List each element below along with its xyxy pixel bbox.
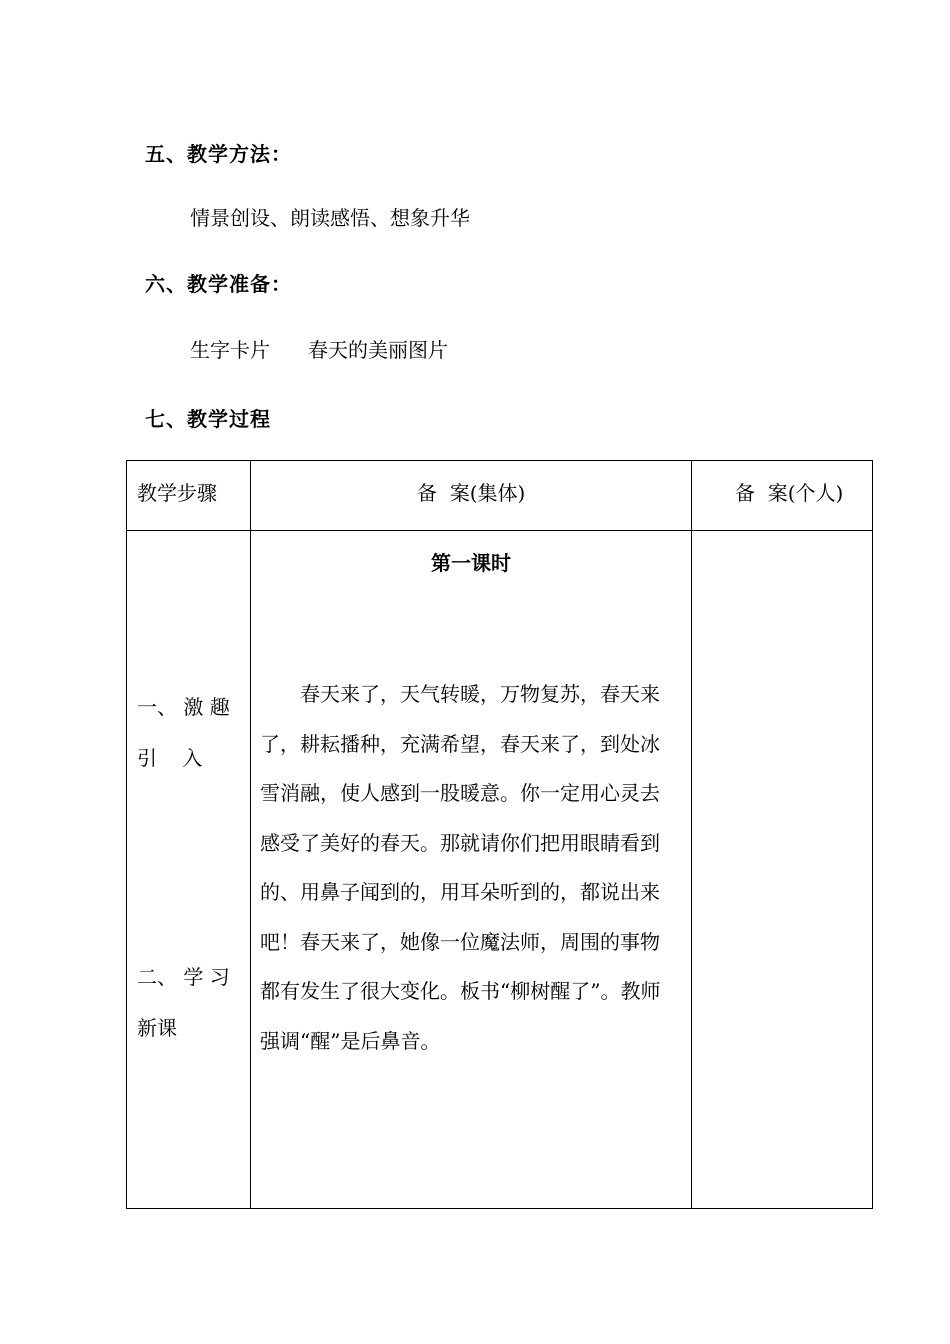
steps-cell — [127, 531, 251, 1209]
table-row — [127, 531, 873, 1209]
header-collective-label: 备 案(集体) — [417, 481, 526, 505]
personal-plan-cell — [692, 531, 873, 1209]
step-1 — [137, 682, 243, 784]
header-cell-personal — [692, 461, 873, 531]
section-heading-preparation: 六、教学准备： — [145, 272, 292, 296]
lesson-body-paragraph: 春天来了，天气转暖，万物复苏，春天来了，耕耘播种，充满希望，春天来了，到处冰雪消融，使人感到一股暖意。你一定用心灵去感受了美好的春天。那就请你们把用眼睛看到的、用鼻子闻到的，用耳朵听到的，都说出来吧！春天来了，她像一位魔法师，周围的事物都有发生了很大变化。板书“柳树醒了”。教师强调“醒”是后鼻音。 — [260, 682, 661, 1053]
header-cell-collective — [251, 461, 692, 531]
step-1-line1: 一、 激 趣 — [137, 695, 230, 719]
collective-plan-cell — [251, 531, 692, 1209]
header-steps-label: 教学步骤 — [137, 481, 217, 505]
section-heading-process: 七、教学过程 — [145, 407, 271, 431]
table-header-row — [127, 461, 873, 531]
step-1-line2: 引 入 — [137, 746, 203, 770]
methods-content: 情景创设、朗读感悟、想象升华 — [190, 206, 470, 230]
lesson-plan-table — [126, 460, 873, 1209]
header-cell-steps — [127, 461, 251, 531]
lesson-body — [260, 670, 672, 1066]
preparation-content — [190, 334, 448, 363]
step-2-line2: 新课 — [137, 1016, 177, 1040]
section-heading-methods: 五、教学方法： — [145, 142, 292, 166]
preparation-item-pictures: 春天的美丽图片 — [308, 338, 448, 362]
step-2 — [137, 952, 243, 1054]
lesson-title: 第一课时 — [431, 551, 511, 575]
preparation-item-cards: 生字卡片 — [190, 338, 270, 362]
step-2-line1: 二、 学 习 — [137, 965, 230, 989]
header-personal-label: 备 案(个人) — [735, 481, 844, 505]
